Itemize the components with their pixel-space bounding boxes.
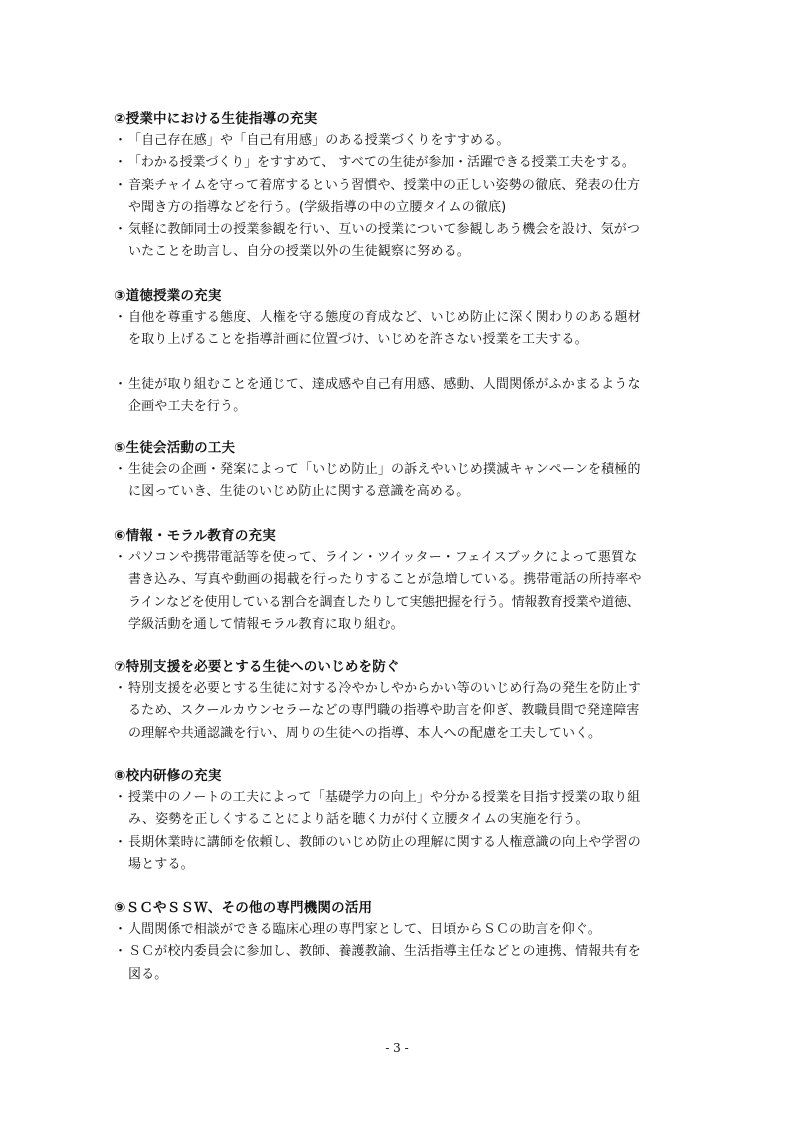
text-line: ＳＣが校内委員会に参加し、教師、養護教諭、生活指導主任などとの連携、情報共有を [128, 944, 641, 960]
list-item [114, 459, 694, 504]
bullet: ・ [114, 922, 128, 937]
list-item [114, 547, 694, 636]
section-specialist-agencies [114, 897, 694, 986]
text-line: 「わかる授業づくり」をすすめて、 すべての生徒が参加・活躍できる授業工夫をする。 [128, 155, 635, 171]
bullet: ・ [114, 681, 128, 696]
section-heading: ③道徳授業の充実 [114, 288, 222, 304]
section-student-council [114, 437, 694, 504]
section-heading: ②授業中における生徒指導の充実 [114, 111, 318, 127]
text-line: 書き込み、写真や動画の掲載を行ったりすることが急増している。携帯電話の所持率や [128, 572, 642, 588]
bullet [114, 352, 128, 374]
section-classroom-guidance [114, 108, 694, 264]
section-in-school-training [114, 765, 694, 876]
blank-line [114, 352, 694, 374]
section-heading: ⑥情報・モラル教育の充実 [114, 528, 276, 544]
text-line: 人間関係で相談ができる臨床心理の専門家として、日頃からＳＣの助言を仰ぐ。 [128, 922, 601, 937]
bullet: ・ [114, 790, 128, 805]
list-item [114, 152, 694, 174]
bullet: ・ [114, 177, 128, 193]
list-item [114, 678, 694, 745]
page-number: - 3 - [385, 1041, 409, 1055]
text-line: 学級活動を通して情報モラル教育に取り組む。 [128, 616, 404, 632]
text-line: 音楽チャイムを守って着席するという習慣や、授業中の正しい姿勢の徹底、発表の仕方 [128, 177, 641, 193]
bullet: ・ [114, 222, 128, 238]
bullet: ・ [114, 834, 128, 850]
section-heading: ⑦特別支援を必要とする生徒へのいじめを防ぐ [114, 659, 400, 675]
text-line: み、姿勢を正しくすることにより話を聴く力が付く立腰タイムの実施を行う。 [128, 812, 589, 828]
section-heading: ⑤生徒会活動の工夫 [114, 440, 236, 456]
text-line: や聞き方の指導などを行う。(学級指導の中の立腰タイムの徹底) [128, 199, 507, 215]
text-line: 自他を尊重する態度、人権を守る態度の育成など、いじめ防止に深く関わりのある題材 [128, 310, 641, 325]
bullet: ・ [114, 376, 128, 392]
text-line: いたことを助言し、自分の授業以外の生徒観察に努める。 [128, 244, 470, 260]
list-item [114, 832, 694, 877]
text-line: 場とする。 [128, 856, 194, 872]
text-line: を取り上げることを指導計画に位置づけ、いじめを許さない授業を工夫する。 [128, 332, 588, 348]
bullet: ・ [114, 550, 128, 565]
section-heading: ⑧校内研修の充実 [114, 768, 222, 784]
text-line: るため、スクールカウンセラーなどの専門職の指導や助言を仰ぎ、教職員間で発達障害 [128, 703, 640, 719]
bullet: ・ [114, 133, 128, 148]
list-item [114, 307, 694, 352]
section-heading: ⑨ＳＣやＳＳＷ、その他の専門機関の活用 [114, 900, 373, 916]
list-item [114, 374, 694, 419]
text-line: 企画や工夫を行う。 [128, 399, 247, 415]
text-line: 長期休業時に講師を依頼し、教師のいじめ防止の理解に関する人権意識の向上や学習の [128, 834, 641, 850]
section-special-support [114, 656, 694, 745]
list-item [114, 941, 694, 986]
section-information-moral [114, 525, 694, 636]
text-line: ラインなどを使用している割合を調査したりして実態把握を行う。情報教育授業や道徳、 [128, 594, 640, 610]
text-line: 特別支援を必要とする生徒に対する冷やかしやからかい等のいじめ行為の発生を防止す [128, 681, 641, 696]
text-line: 気軽に教師同士の授業参観を行い、互いの授業について参観しあう機会を設け、気がつ [128, 222, 641, 238]
bullet: ・ [114, 155, 128, 171]
list-item [114, 787, 694, 832]
text-line: 図る。 [128, 966, 168, 982]
text-line [128, 352, 694, 374]
text-line: パソコンや携帯電話等を使って、ライン・ツイッター・フェイスブックによって悪質な [128, 550, 638, 565]
list-item [114, 175, 694, 220]
text-line: 生徒会の企画・発案によって「いじめ防止」の訴えやいじめ撲滅キャンペーンを積極的 [128, 462, 641, 477]
section-moral-education [114, 285, 694, 418]
list-item [114, 130, 694, 152]
list-item [114, 219, 694, 264]
text-line: に図っていき、生徒のいじめ防止に関する意識を高める。 [128, 484, 470, 500]
text-line: の理解や共通認識を行い、周りの生徒への指導、本人への配慮を工夫していく。 [128, 725, 602, 741]
text-line: 生徒が取り組むことを通じて、達成感や自己有用感、感動、人間関係がふかまるような [128, 376, 641, 392]
text-line: 授業中のノートの工夫によって「基礎学力の向上」や分かる授業を目指す授業の取り組 [128, 790, 641, 805]
bullet: ・ [114, 310, 128, 325]
text-line: 「自己存在感」や「自己有用感」のある授業づくりをすすめる。 [128, 133, 510, 148]
list-item [114, 919, 694, 941]
bullet: ・ [114, 462, 128, 477]
bullet: ・ [114, 944, 128, 960]
